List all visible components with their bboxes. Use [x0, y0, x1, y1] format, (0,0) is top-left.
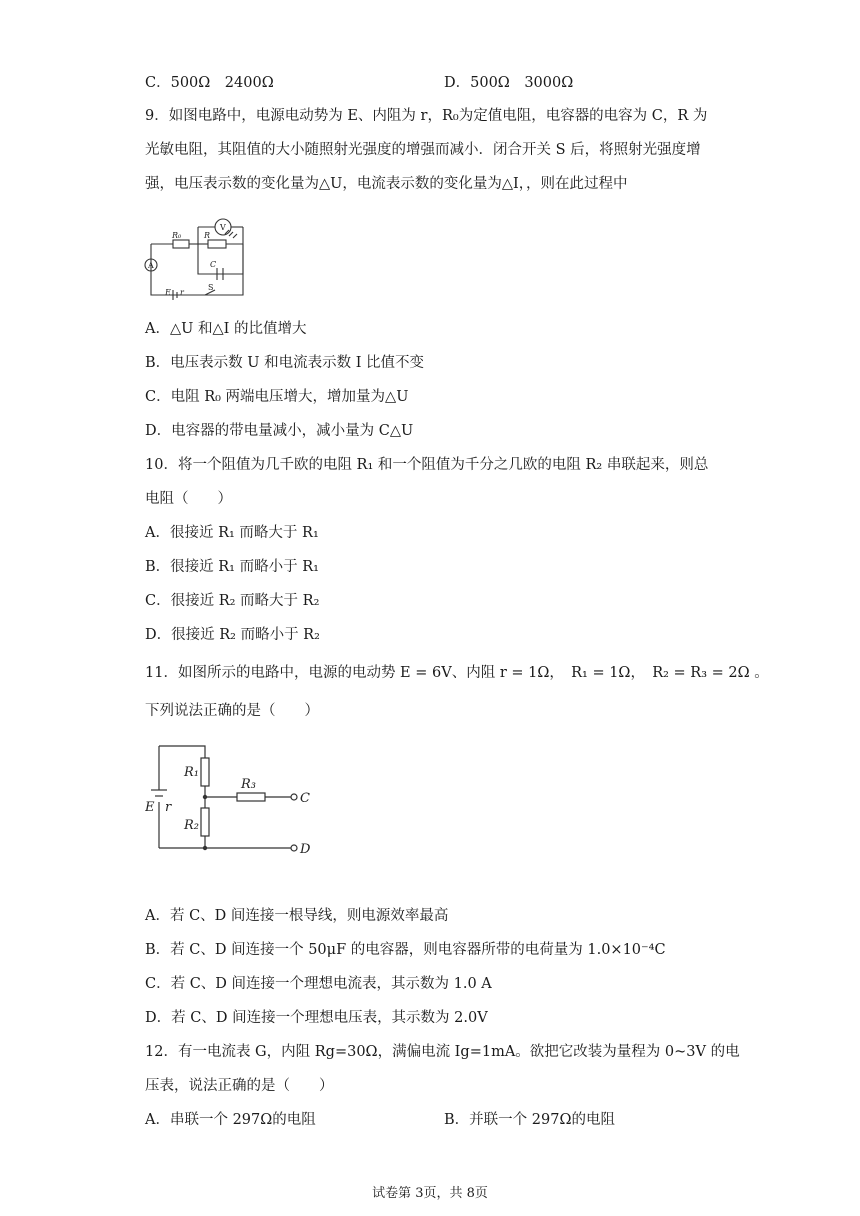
q10-option-d: D．很接近 R₂ 而略小于 R₂ — [145, 627, 320, 643]
q9-stem-line-2: 光敏电阻，其阻值的大小随照射光强度的增强而减小．闭合开关 S 后，将照射光强度增 — [145, 142, 701, 158]
q11-option-a: A．若 C、D 间连接一根导线，则电源效率最高 — [145, 908, 449, 924]
q10-option-b: B．很接近 R₁ 而略小于 R₁ — [145, 559, 319, 575]
q9-circuit-diagram — [143, 210, 263, 302]
q11-r3-label: R₃ — [241, 777, 256, 792]
q11-r-label: r — [165, 800, 172, 815]
q11-option-d: D．若 C、D 间连接一个理想电压表，其示数为 2.0V — [145, 1010, 488, 1026]
q11-r2-label: R₂ — [184, 818, 199, 833]
q9-c-label: C — [210, 260, 217, 269]
q11-circuit-diagram — [145, 738, 325, 858]
q11-option-b: B．若 C、D 间连接一个 50μF 的电容器，则电容器所带的电荷量为 1.0×10⁻⁴C — [145, 942, 666, 958]
q8-option-c: C．500Ω 2400Ω — [145, 75, 274, 91]
q11-terminal-d-label: D — [300, 842, 311, 857]
q9-option-a: A．△U 和△I 的比值增大 — [145, 321, 307, 337]
q11-r1-label: R₁ — [184, 765, 199, 780]
q10-stem-line-1: 10．将一个阻值为几千欧的电阻 R₁ 和一个阻值为千分之几欧的电阻 R₂ 串联起来，则总 — [145, 457, 709, 473]
q9-option-c: C．电阻 R₀ 两端电压增大，增加量为△U — [145, 389, 409, 405]
q9-e-label: E — [165, 288, 171, 297]
q11-stem-line-2: 下列说法正确的是（ ） — [145, 703, 319, 719]
q11-e-label: E — [145, 800, 155, 815]
q12-option-b: B．并联一个 297Ω的电阻 — [444, 1112, 615, 1128]
q9-option-d: D．电容器的带电量减小，减小量为 C△U — [145, 423, 414, 439]
q8-option-d: D．500Ω 3000Ω — [444, 75, 574, 91]
q9-r-label: R — [204, 231, 211, 240]
q9-stem-line-1: 9．如图电路中，电源电动势为 E、内阻为 r，R₀为定值电阻，电容器的电容为 C，R 为 — [145, 108, 708, 124]
q11-option-c: C．若 C、D 间连接一个理想电流表，其示数为 1.0 A — [145, 976, 492, 992]
q9-option-b: B．电压表示数 U 和电流表示数 I 比值不变 — [145, 355, 425, 371]
q9-stem-line-3: 强，电压表示数的变化量为△U，电流表示数的变化量为△I，，则在此过程中 — [145, 176, 628, 192]
q12-stem-line-2: 压表，说法正确的是（ ） — [145, 1078, 334, 1094]
q10-option-a: A．很接近 R₁ 而略大于 R₁ — [145, 525, 319, 541]
q12-option-a: A．串联一个 297Ω的电阻 — [145, 1112, 316, 1128]
q12-stem-line-1: 12．有一电流表 G，内阻 Rg=30Ω，满偏电流 Ig=1mA。欲把它改装为量程为 0~3V 的电 — [145, 1044, 740, 1060]
q10-option-c: C．很接近 R₂ 而略大于 R₂ — [145, 593, 320, 609]
page-footer: 试卷第 3页，共 8页 — [372, 1186, 488, 1201]
q9-ammeter-label: A — [148, 261, 154, 270]
q9-r-int-label: r — [180, 288, 184, 297]
q11-stem-line-1: 11．如图所示的电路中，电源的电动势 E = 6V、内阻 r = 1Ω， R₁ = 1Ω， R₂ = R₃ = 2Ω 。 — [145, 665, 769, 681]
q9-voltmeter-label: V — [220, 223, 226, 232]
q9-r0-label: R₀ — [172, 231, 182, 240]
q9-switch-label: S — [208, 283, 214, 292]
q11-terminal-c-label: C — [300, 791, 310, 806]
q10-stem-line-2: 电阻（ ） — [145, 491, 232, 507]
